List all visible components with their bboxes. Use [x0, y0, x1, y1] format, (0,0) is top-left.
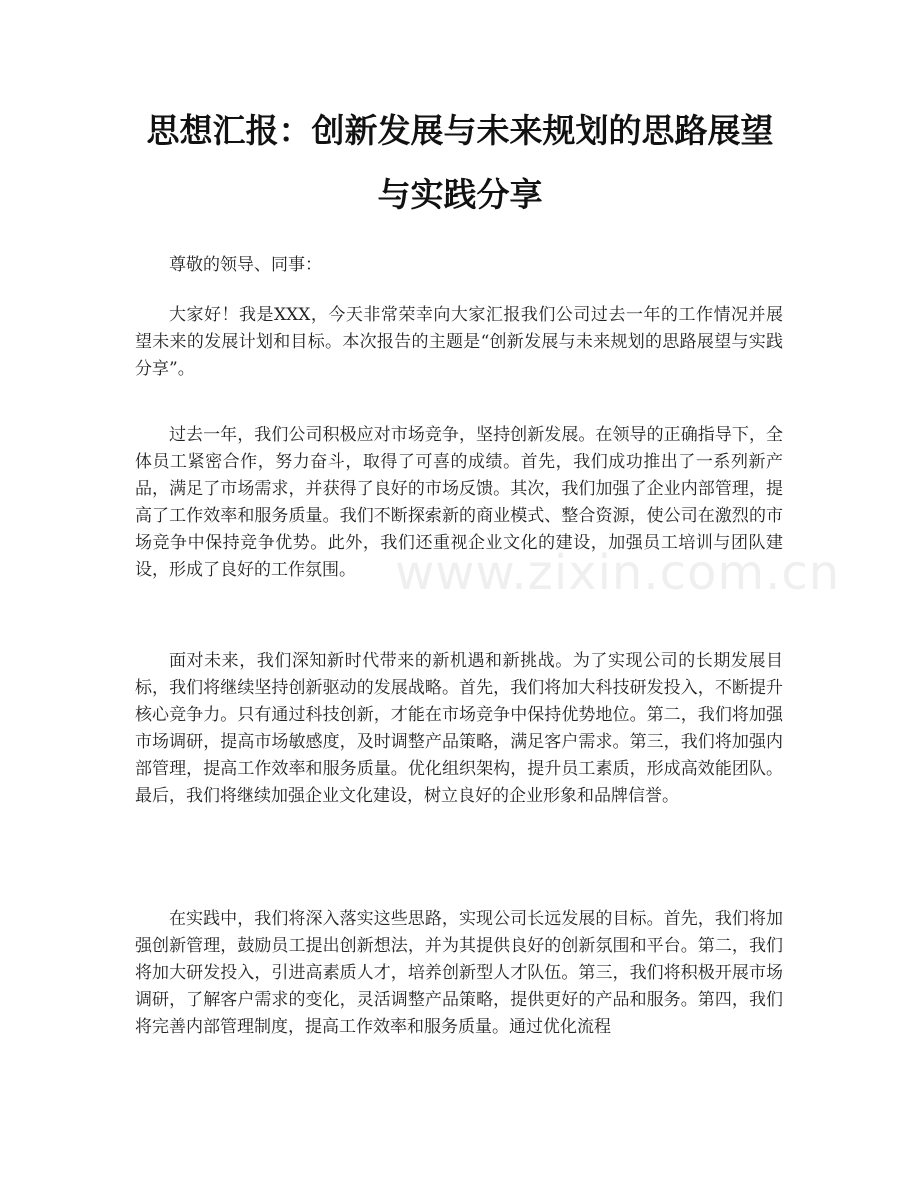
paragraph-past-year: 过去一年，我们公司积极应对市场竞争，坚持创新发展。在领导的正确指导下，全体员工紧密合作，努力奋斗，取得了可喜的成绩。首先，我们成功推出了一系列新产品，满足了市场需求，并获得了良好的市场反馈。其次，我们加强了企业内部管理，提高了工作效率和服务质量。我们不断探索新的商业模式、整合资源，使公司在激烈的市场竞争中保持竞争优势。此外，我们还重视企业文化的建设，加强员工培训与团队建设，形成了良好的工作氛围。 [135, 425, 783, 580]
document-title-line-1: 思想汇报：创新发展与未来规划的思路展望 [146, 111, 774, 150]
watermark: www.zixin.com.cn [395, 545, 841, 601]
paragraph-intro: 大家好！我是XXX，今天非常荣幸向大家汇报我们公司过去一年的工作情况并展望未来的发展计划和目标。本次报告的主题是“创新发展与未来规划的思路展望与实践分享”。 [135, 305, 783, 379]
greeting-text: 尊敬的领导、同事： [169, 255, 322, 275]
paragraph-practice: 在实践中，我们将深入落实这些思路，实现公司长远发展的目标。首先，我们将加强创新管理，鼓励员工提出创新想法，并为其提供良好的创新氛围和平台。第二，我们将加大研发投入，引进高素质人才，培养创新型人才队伍。第三，我们将积极开展市场调研，了解客户需求的变化，灵活调整产品策略，提供更好的产品和服务。第四，我们将完善内部管理制度，提高工作效率和服务质量。通过优化流程 [135, 909, 783, 1037]
document-title-line-2: 与实践分享 [377, 175, 543, 214]
paragraph-future-plans: 面对未来，我们深知新时代带来的新机遇和新挑战。为了实现公司的长期发展目标，我们将继续坚持创新驱动的发展战略。首先，我们将加大科技研发投入，不断提升核心竞争力。只有通过科技创新，才能在市场竞争中保持优势地位。第二，我们将加强市场调研，提高市场敏感度，及时调整产品策略，满足客户需求。第三，我们将加强内部管理，提高工作效率和服务质量。优化组织架构，提升员工素质，形成高效能团队。最后，我们将继续加强企业文化建设，树立良好的企业形象和品牌信誉。 [135, 651, 783, 806]
